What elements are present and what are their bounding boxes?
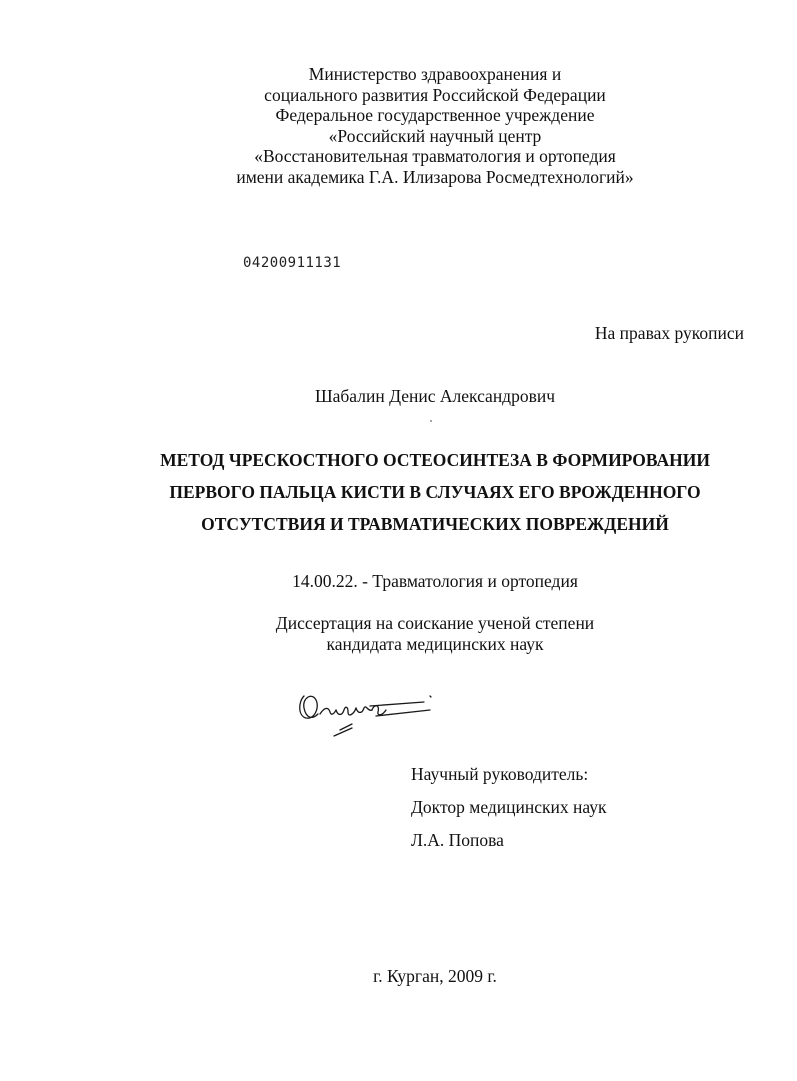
institution-line-3: Федеральное государственное учреждение xyxy=(275,105,595,125)
scientific-advisor xyxy=(411,758,606,857)
city-year: г. Курган, 2009 г. xyxy=(373,966,497,986)
advisor-name: Л.А. Попова xyxy=(411,830,504,850)
institution-line-4: «Российский научный центр xyxy=(328,125,542,146)
institution-line-6: имени академика Г.А. Илизарова Росмедтехнологий» xyxy=(236,166,634,187)
author-name: Шабалин Денис Александрович xyxy=(314,386,556,406)
degree-line-2: кандидата медицинских наук xyxy=(326,634,544,654)
institution-line-2: социального развития Российской Федерации xyxy=(264,84,606,105)
degree-line-1: Диссертация на соискание ученой степени xyxy=(275,613,595,633)
institution-line-5: «Восстановительная травматология и ортопедия xyxy=(254,146,616,166)
handwritten-signature xyxy=(290,684,440,744)
institution-line-1: Министерство здравоохранения и xyxy=(308,64,562,84)
specialty-code: 14.00.22. - Травматология и ортопедия xyxy=(292,571,578,591)
advisor-role: Научный руководитель: xyxy=(411,764,589,784)
document-code: 04200911131 xyxy=(243,255,342,271)
title-line-2: ПЕРВОГО ПАЛЬЦА КИСТИ В СЛУЧАЯХ ЕГО ВРОЖДЕННОГО xyxy=(169,482,701,502)
title-line-1: МЕТОД ЧРЕСКОСТНОГО ОСТЕОСИНТЕЗА В ФОРМИРОВАНИИ xyxy=(160,450,710,470)
title-line-3: ОТСУТСТВИЯ И ТРАВМАТИЧЕСКИХ ПОВРЕЖДЕНИЙ xyxy=(201,514,669,534)
dissertation-title xyxy=(110,444,760,540)
manuscript-rights-note: На правах рукописи xyxy=(594,323,744,343)
institution-header xyxy=(150,64,720,187)
advisor-degree: Доктор медицинских наук xyxy=(411,797,607,817)
stray-dot xyxy=(430,420,432,422)
degree-statement xyxy=(150,613,720,655)
